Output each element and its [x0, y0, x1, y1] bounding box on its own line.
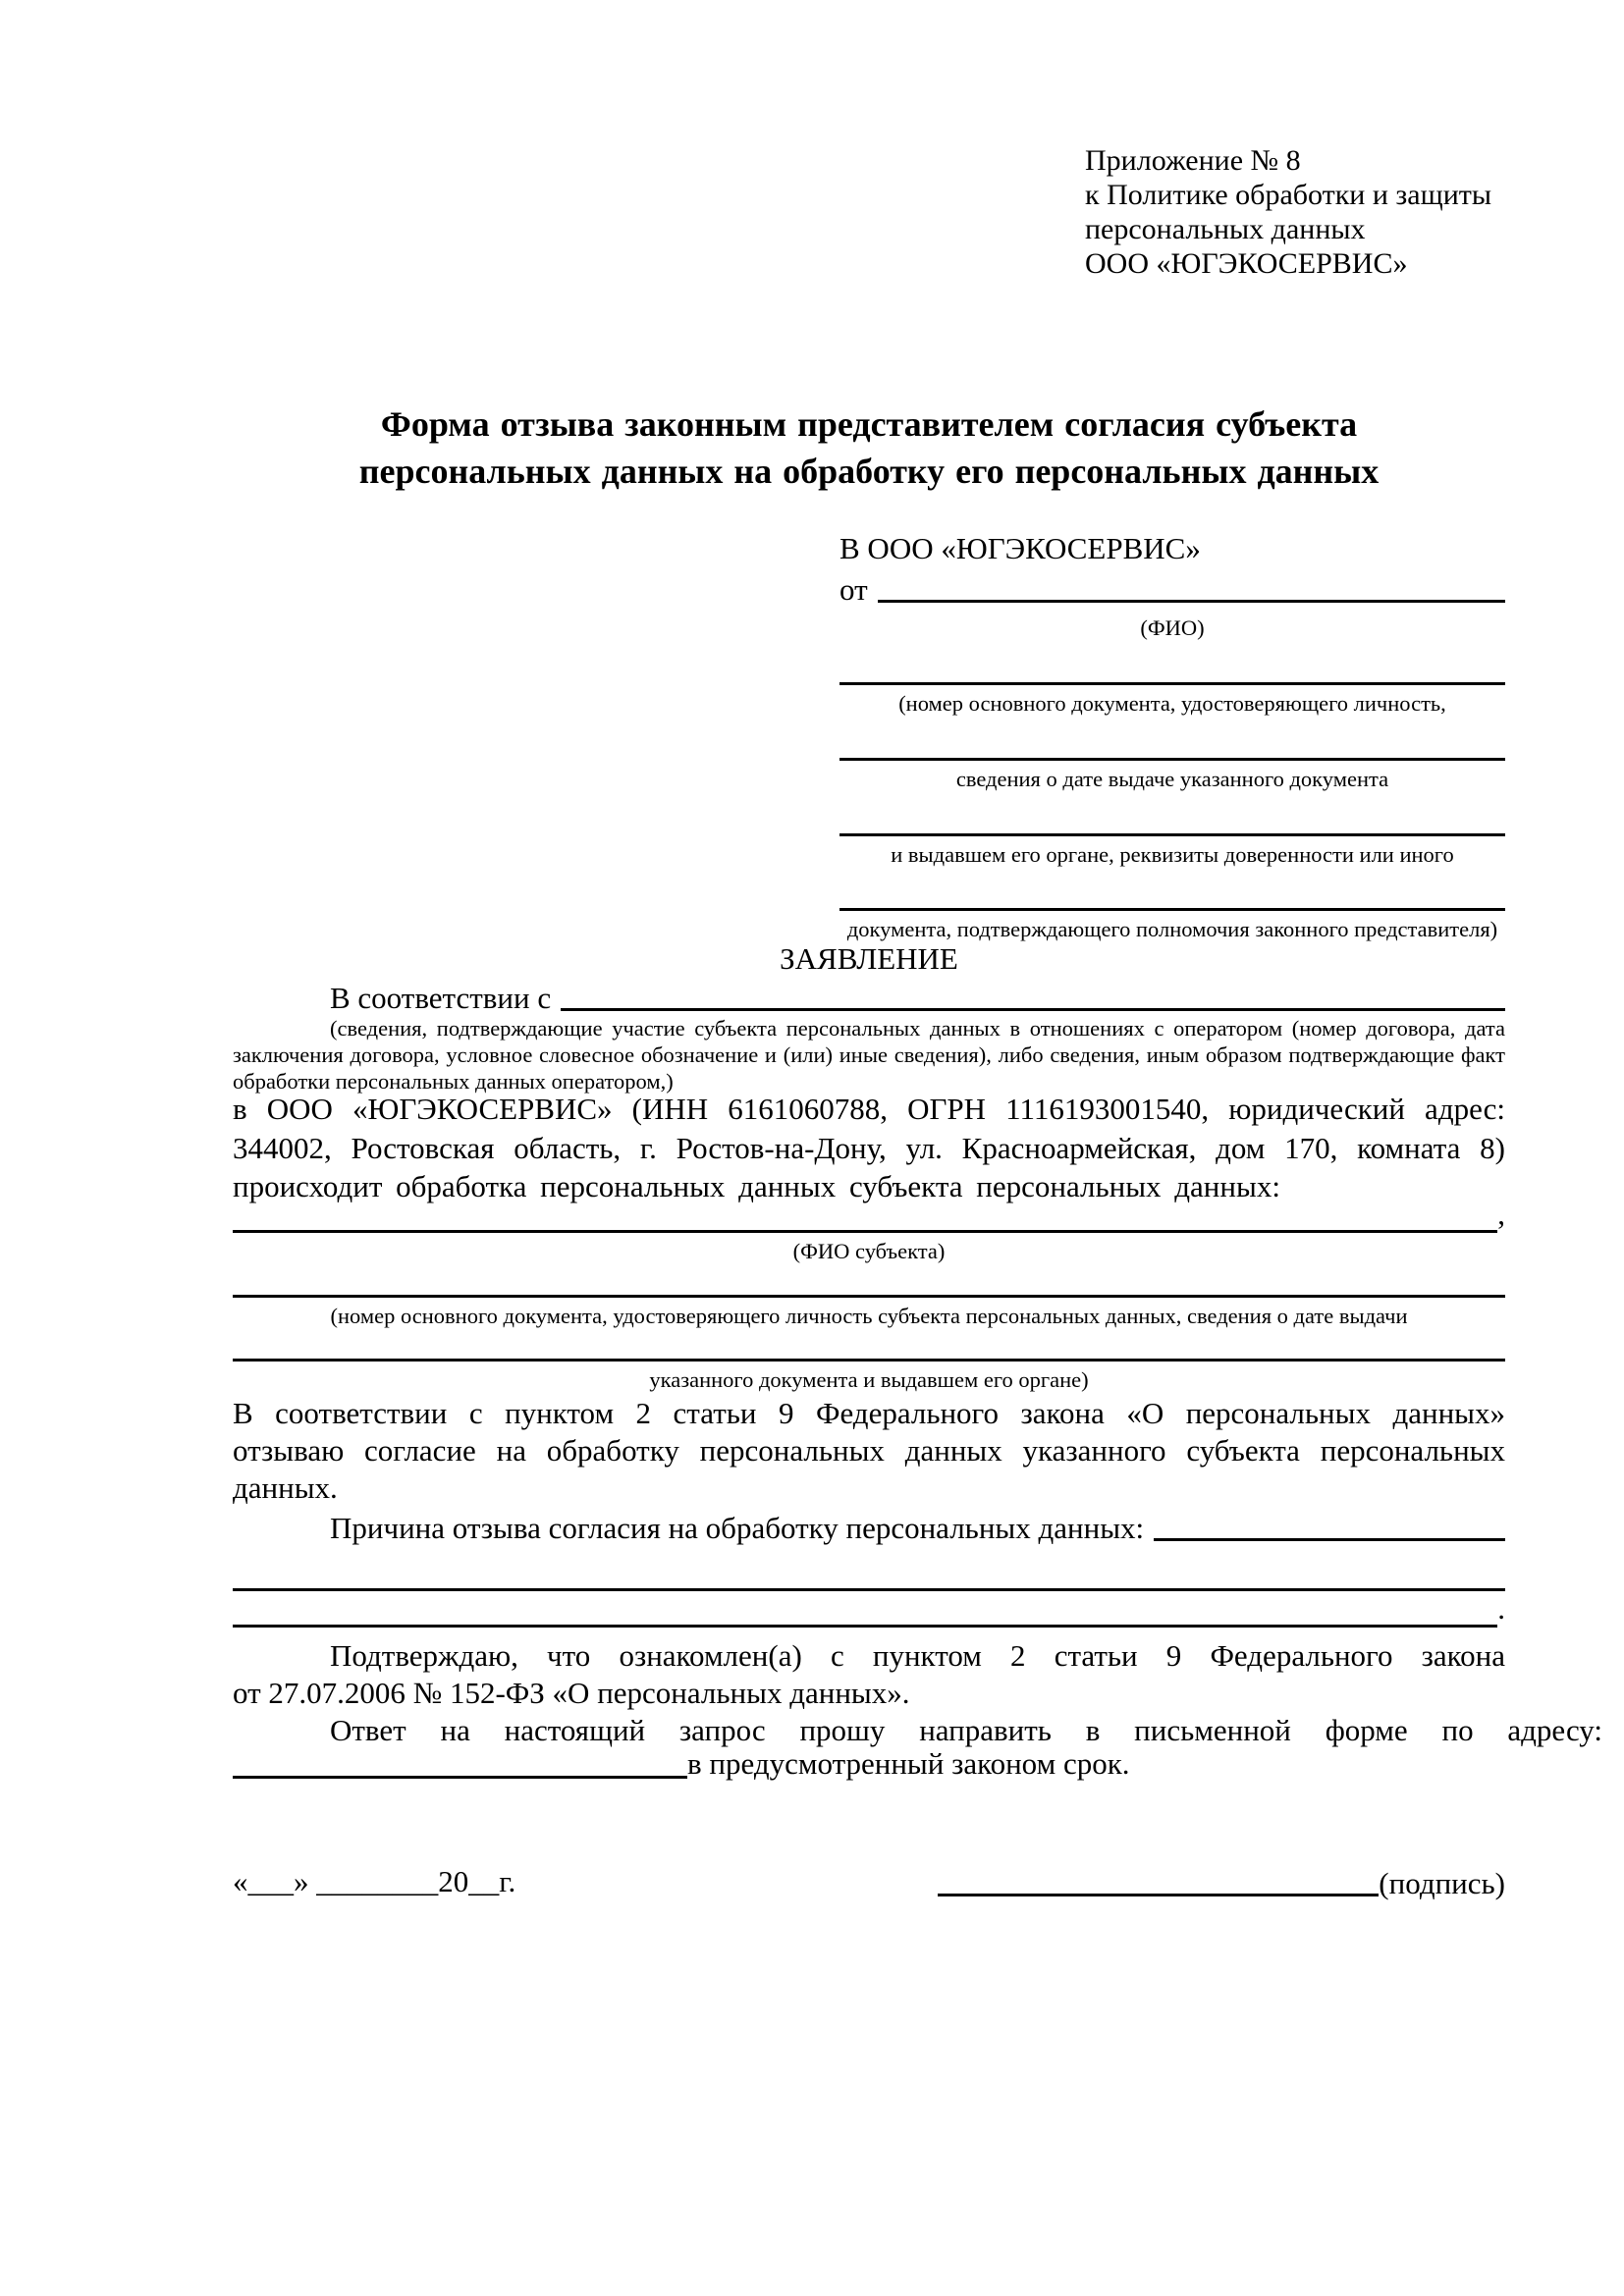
subject-doc-blank-line [233, 1295, 1505, 1298]
appendix-line: к Политике обработки и защиты [1085, 179, 1492, 211]
addressee-to: В ООО «ЮГЭКОСЕРВИС» [839, 531, 1201, 565]
statement-heading: ЗАЯВЛЕНИЕ [780, 941, 958, 976]
operator-paragraph-line: происходит обработка персональных данных субъекта персональных данных: [233, 1169, 1280, 1203]
operator-paragraph-line: 344002, Ростовская область, г. Ростов-на-Дону, ул. Красноармейская, дом 170, комната 8) [233, 1130, 1505, 1165]
reason-extra-blank-row [233, 1591, 1505, 1628]
subject-fio-caption: (ФИО субъекта) [792, 1239, 946, 1263]
addressee-blank-unit [839, 758, 1505, 792]
withdraw-paragraph-line: В соответствии с пунктом 2 статьи 9 Федерального закона «О персональных данных» [233, 1396, 1505, 1430]
operator-paragraph [233, 1090, 1505, 1206]
confirm-paragraph-line: от 27.07.2006 № 152-ФЗ «О персональных данных». [233, 1676, 910, 1710]
appendix-line: ООО «ЮГЭКОСЕРВИС» [1085, 247, 1408, 280]
blank-line [839, 682, 1505, 685]
blank-line [839, 908, 1505, 911]
fio-caption: (ФИО) [1140, 615, 1205, 640]
operator-paragraph-line: в ООО «ЮГЭКОСЕРВИС» (ИНН 6161060788, ОГРН 1116193001540, юридический адрес: [233, 1092, 1505, 1126]
intro-row [233, 978, 1505, 1017]
signature-blank-line [938, 1894, 1379, 1896]
subject-doc-blank-line [233, 1359, 1505, 1362]
reason-extra-blank-line [233, 1588, 1505, 1591]
blank-caption: документа, подтверждающего полномочия законного представителя) [846, 917, 1498, 941]
trailing-period: . [1497, 1591, 1505, 1626]
signature-caption: (подпись) [1379, 1866, 1505, 1900]
from-blank-line [878, 600, 1505, 603]
document-title-line: Форма отзыва законным представителем согласия субъекта [380, 404, 1358, 444]
answer-paragraph-line: Ответ на настоящий запрос прошу направить в письменной форме по адресу: [330, 1713, 1602, 1747]
addressee-blank-unit [839, 682, 1505, 717]
blank-caption: (номер основного документа, удостоверяющего личность, [898, 691, 1446, 716]
withdraw-paragraph-line: отзываю согласие на обработку персональных данных указанного субъекта персональных [233, 1433, 1505, 1468]
appendix-line: Приложение № 8 [1085, 144, 1301, 177]
blank-caption: и выдавшем его органе, реквизиты доверенности или иного [891, 842, 1454, 867]
appendix-line: персональных данных [1085, 213, 1366, 245]
subject-doc-unit [233, 1359, 1505, 1393]
signature-row [938, 1863, 1505, 1902]
withdraw-paragraph-line: данных. [233, 1470, 338, 1505]
reason-blank-line [1154, 1538, 1505, 1541]
subject-doc-caption: указанного документа и выдавшем его органе) [649, 1367, 1089, 1392]
reason-prefix: Причина отзыва согласия на обработку персональных данных: [330, 1511, 1145, 1545]
subject-fio-unit [233, 1197, 1505, 1264]
reason-extra-blank-line [233, 1625, 1497, 1628]
address-blank-line [233, 1776, 687, 1779]
confirm-paragraph [233, 1637, 1505, 1712]
withdraw-paragraph [233, 1395, 1505, 1507]
document-title [233, 400, 1505, 495]
subject-fio-blank-line [233, 1230, 1497, 1233]
subject-doc-caption: (номер основного документа, удостоверяющего личность субъекта персональных данных, сведения о дате выдачи [330, 1304, 1408, 1328]
subject-comma: , [1497, 1197, 1505, 1231]
appendix-block [1085, 143, 1491, 281]
answer-suffix: в предусмотренный законом срок. [687, 1746, 1130, 1781]
intro-caption [233, 1015, 1505, 1095]
intro-caption-line: обработки персональных данных оператором,) [233, 1069, 674, 1094]
from-row [839, 567, 1505, 609]
confirm-paragraph-line: Подтверждаю, что ознакомлен(а) с пунктом 2 статьи 9 Федерального закона [330, 1638, 1505, 1673]
blank-caption: сведения о дате выдаче указанного документа [955, 767, 1389, 791]
addressee-blank-unit [839, 833, 1505, 868]
date-blank-line: «___» ________20__г. [233, 1864, 516, 1898]
document-title-line: персональных данных на обработку его персональных данных [358, 452, 1380, 491]
intro-caption-line: (сведения, подтверждающие участие субъекта персональных данных в отношениях с оператором (номер договора, дата [330, 1016, 1505, 1041]
intro-caption-line: заключения договора, условное словесное обозначение и (или) иные сведения), либо сведения, иным образом подтверждающие факт [233, 1042, 1505, 1067]
subject-doc-unit [233, 1295, 1505, 1329]
addressee-blank-unit [839, 908, 1505, 942]
reason-row [233, 1508, 1505, 1547]
answer-suffix-row [233, 1747, 1505, 1783]
blank-line [839, 833, 1505, 836]
intro-blank-line [561, 1008, 1505, 1011]
blank-line [839, 758, 1505, 761]
from-label: от [839, 572, 868, 607]
intro-prefix: В соответствии с [330, 981, 552, 1015]
